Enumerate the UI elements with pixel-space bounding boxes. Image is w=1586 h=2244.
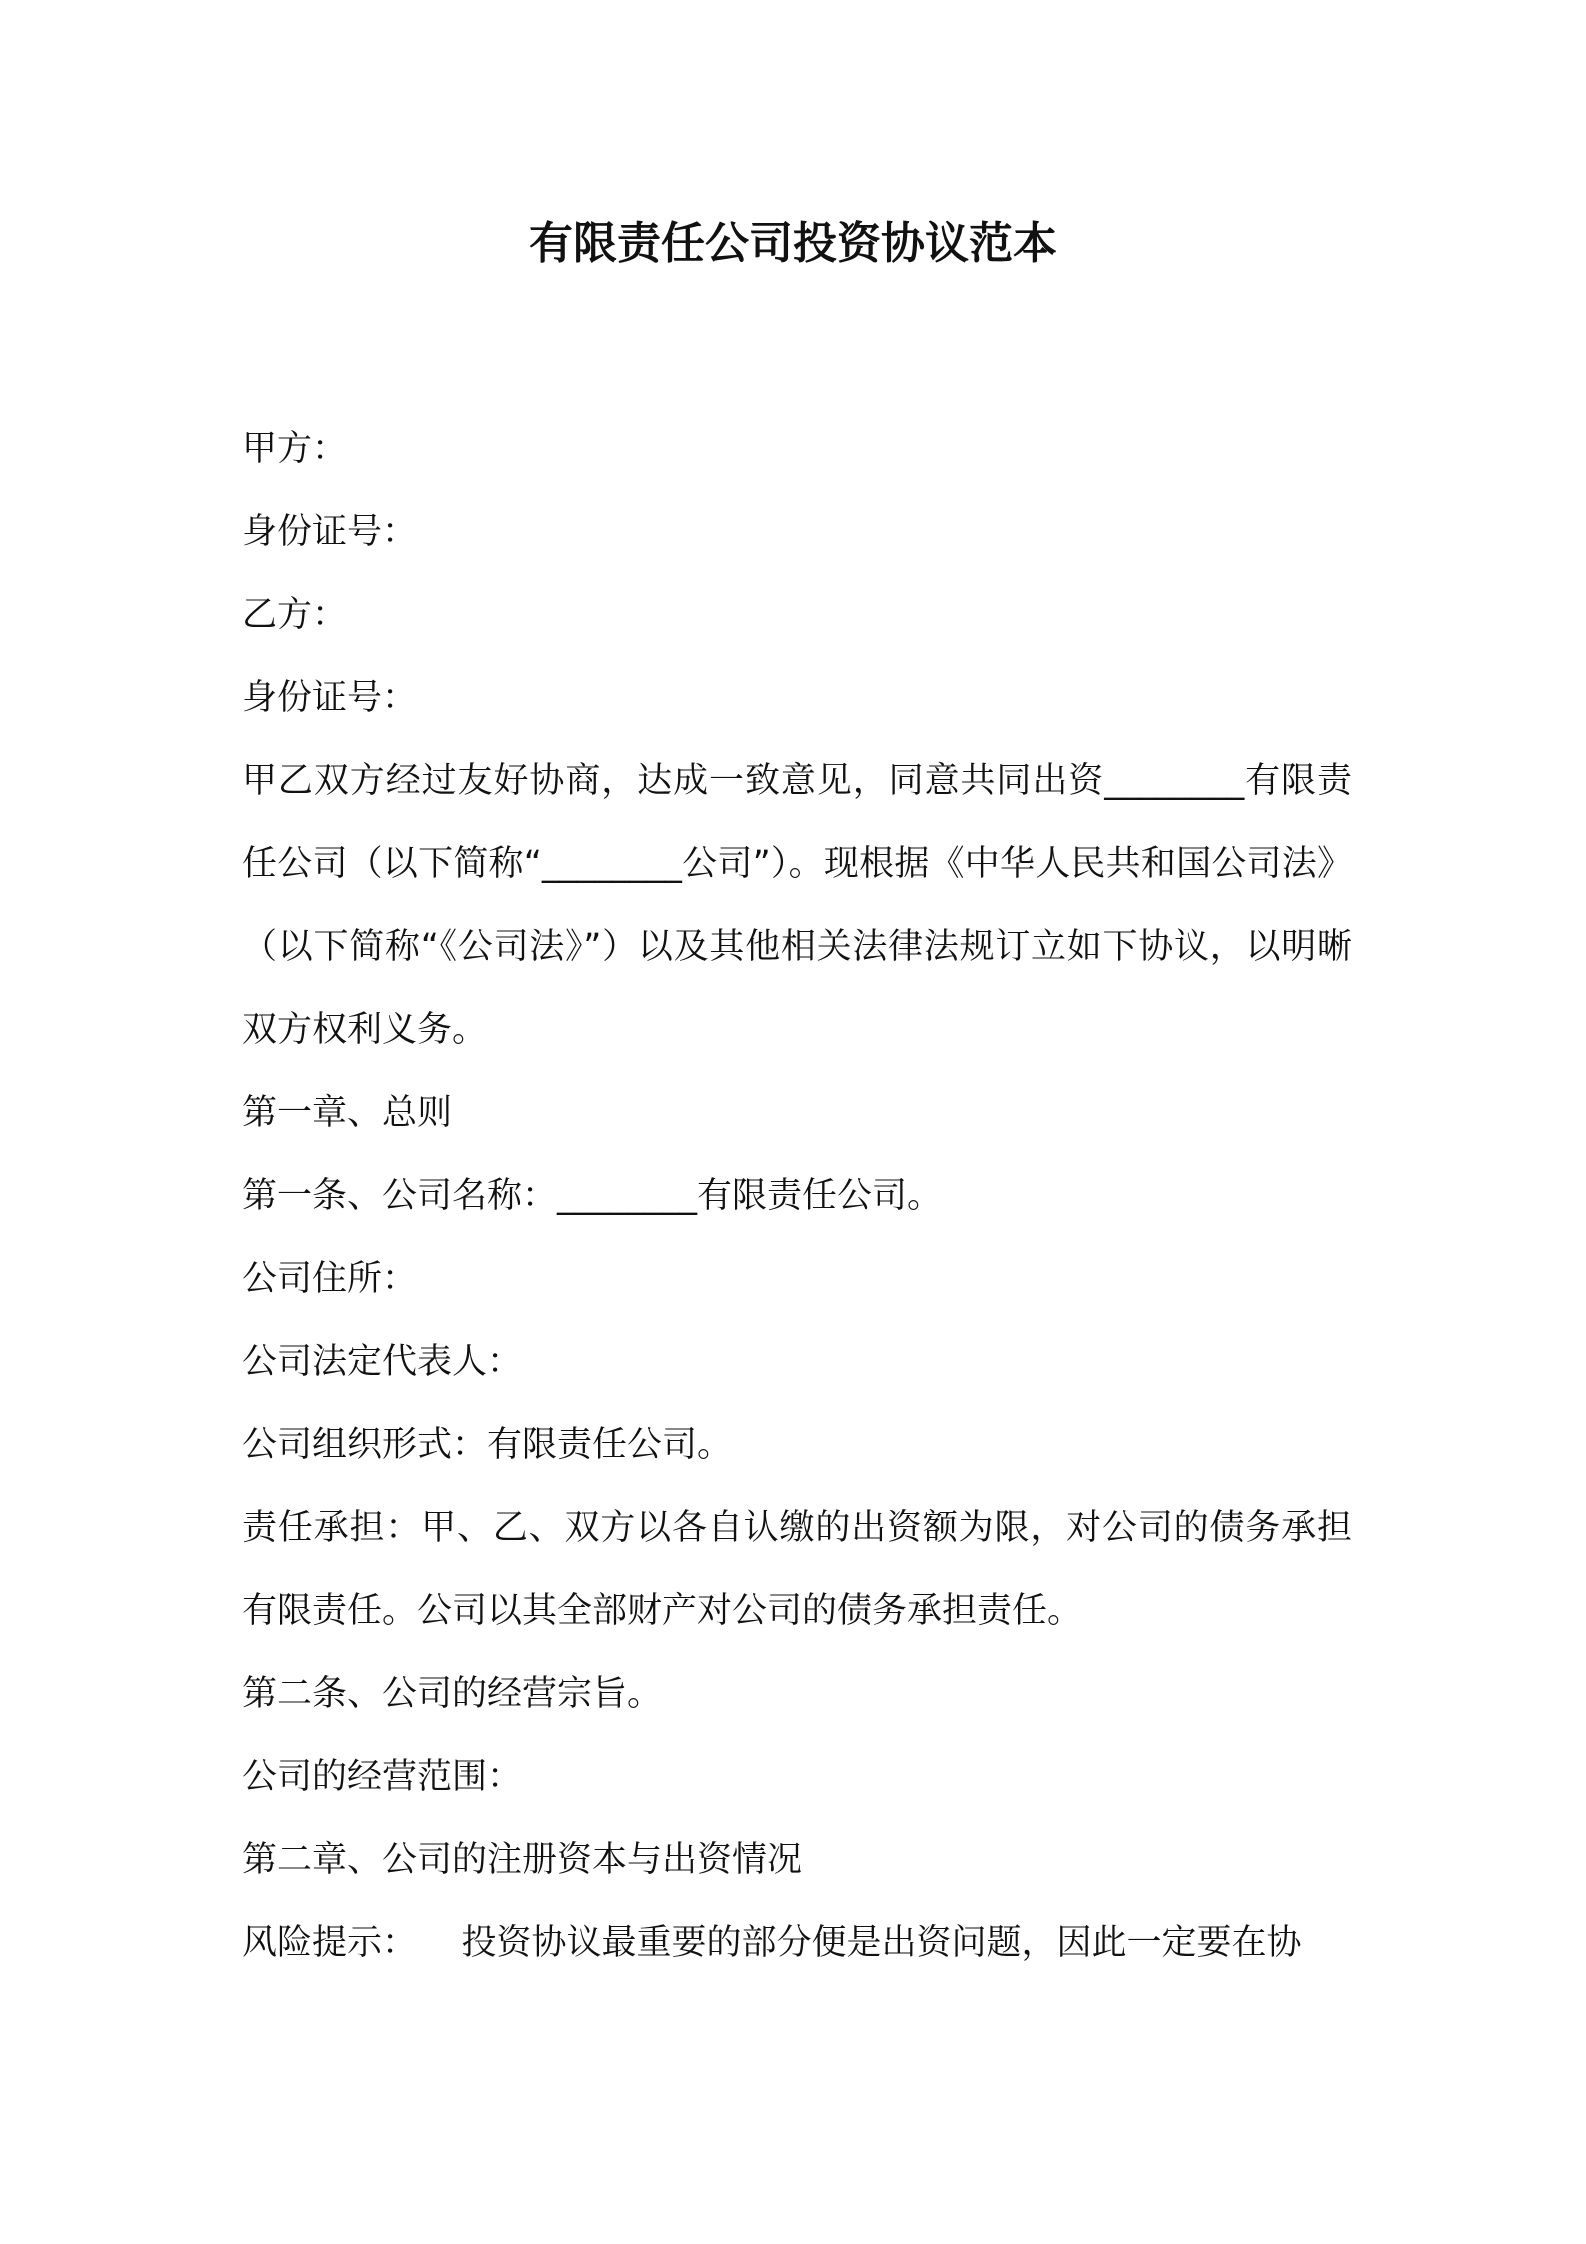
party-b-line: 乙方： bbox=[242, 595, 348, 635]
document-title: 有限责任公司投资协议范本 bbox=[529, 218, 1057, 269]
chapter-2-heading: 第二章、公司的注册资本与出资情况 bbox=[242, 1840, 803, 1880]
party-a-id-line: 身份证号： bbox=[242, 512, 418, 552]
party-a-line: 甲方： bbox=[242, 429, 348, 469]
party-b-id-line: 身份证号： bbox=[242, 678, 418, 718]
risk-notice-line: 风险提示： 投资协议最重要的部分便是出资问题，因此一定要在协 bbox=[242, 1923, 1302, 1963]
chapter-1-heading: 第一章、总则 bbox=[242, 1093, 453, 1133]
legal-representative-line: 公司法定代表人： bbox=[242, 1342, 523, 1382]
preamble-paragraph: 甲乙双方经过友好协商，达成一致意见，同意共同出资________有限责任公司（以下简称“________公司”）。现根据《中华人民共和国公司法》（以下简称“《公司法》”）以及其他相关法律法规订立如下协议，以明晰双方权利义务。 bbox=[242, 761, 1352, 1050]
article-1-company-name: 第一条、公司名称：________有限责任公司。 bbox=[242, 1176, 943, 1216]
article-2-heading: 第二条、公司的经营宗旨。 bbox=[242, 1674, 663, 1714]
liability-paragraph: 责任承担：甲、乙、双方以各自认缴的出资额为限，对公司的债务承担有限责任。公司以其全部财产对公司的债务承担责任。 bbox=[242, 1508, 1352, 1631]
document-body bbox=[242, 408, 1352, 1985]
company-address-line: 公司住所： bbox=[242, 1259, 418, 1299]
organization-form-line: 公司组织形式：有限责任公司。 bbox=[242, 1425, 733, 1465]
business-scope-line: 公司的经营范围： bbox=[242, 1757, 523, 1797]
